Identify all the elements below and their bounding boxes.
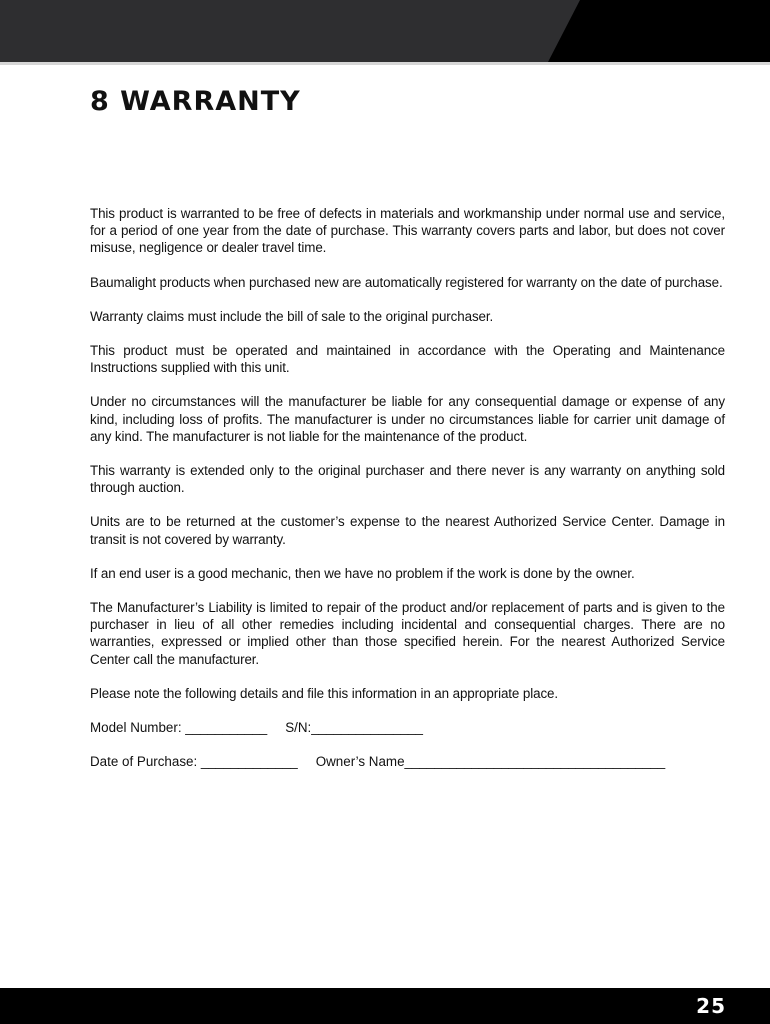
form-row-purchase <box>90 753 725 770</box>
serial-number-field: S/N:_______________ <box>285 720 423 736</box>
footer-band <box>0 988 770 1024</box>
paragraph-coverage: This product is warranted to be free of defects in materials and workmanship under normal use and service, for a period of one year from the date of purchase. This warranty covers parts and labor, but does not cover misuse, negligence or dealer travel time. <box>90 206 725 256</box>
page-title: 8 WARRANTY <box>90 86 301 117</box>
header-band <box>0 0 770 62</box>
paragraph-returns: Units are to be returned at the customer’s expense to the nearest Authorized Service Center. Damage in transit is not covered by warranty. <box>90 514 725 547</box>
date-of-purchase-field: Date of Purchase: _____________ <box>90 754 298 770</box>
header-black-tab <box>548 0 770 62</box>
header-rule <box>0 62 770 65</box>
paragraph-note: Please note the following details and file this information in an appropriate place. <box>90 685 559 701</box>
warranty-body <box>90 205 725 787</box>
paragraph-claims: Warranty claims must include the bill of sale to the original purchaser. <box>90 308 494 324</box>
paragraph-registration: Baumalight products when purchased new are automatically registered for warranty on the date of purchase. <box>90 274 723 290</box>
paragraph-end-user: If an end user is a good mechanic, then we have no problem if the work is done by the owner. <box>90 565 635 581</box>
paragraph-manufacturer-liability: The Manufacturer’s Liability is limited to repair of the product and/or replacement of parts and is given to the purchaser in lieu of all other remedies including incidental and consequential charges. There are no warranties, expressed or implied other than those specified herein. For the nearest Authorized Service Center call the manufacturer. <box>90 600 725 667</box>
paragraph-operation: This product must be operated and maintained in accordance with the Operating and Maintenance Instructions supplied with this unit. <box>90 343 725 376</box>
page-number: 25 <box>696 994 726 1018</box>
paragraph-original-purchaser: This warranty is extended only to the original purchaser and there never is any warranty on anything sold through auction. <box>90 463 725 496</box>
form-row-model <box>90 719 725 736</box>
model-number-field: Model Number: ___________ <box>90 720 268 736</box>
owners-name-field: Owner’s Name___________________________________ <box>315 754 666 770</box>
paragraph-liability: Under no circumstances will the manufacturer be liable for any consequential damage or expense of any kind, including loss of profits. The manufacturer is under no circumstances liable for carrier unit damage of any kind. The manufacturer is not liable for the maintenance of the product. <box>90 394 725 444</box>
